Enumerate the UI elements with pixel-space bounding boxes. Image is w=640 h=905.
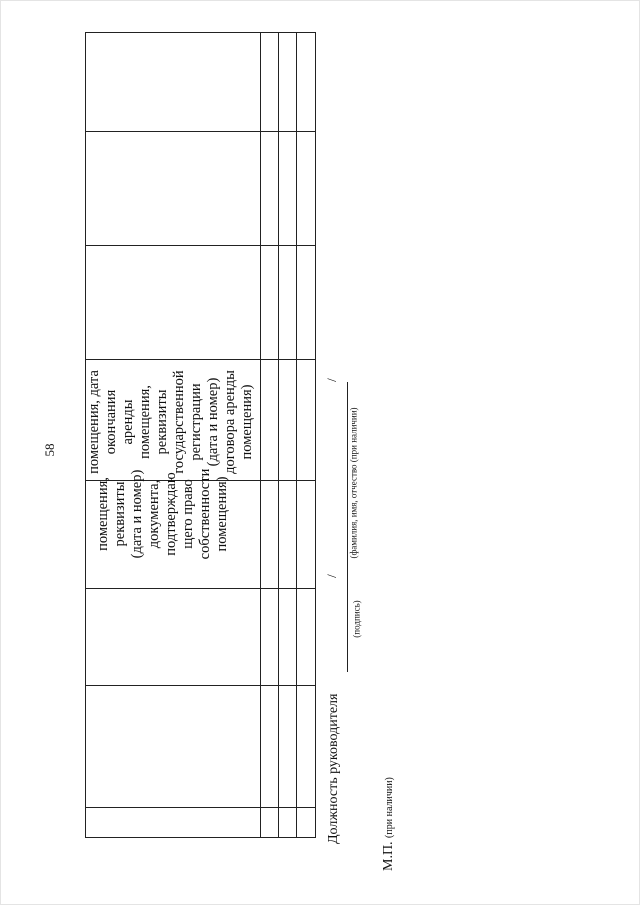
- table-col-divider: [86, 131, 315, 132]
- slash-1: /: [323, 574, 339, 578]
- table-col-divider: [86, 685, 315, 686]
- header-line: договора аренды: [222, 370, 238, 474]
- header-line: государственной: [171, 370, 187, 474]
- table-row-divider: [260, 33, 261, 837]
- header-line: помещения, дата: [86, 370, 102, 474]
- signature-hint: (подпись): [351, 600, 362, 638]
- slash-2: /: [323, 378, 339, 382]
- data-table: [85, 32, 316, 838]
- header-line: регистрации: [188, 383, 204, 461]
- header-line: помещения): [214, 476, 230, 552]
- position-label: [326, 694, 342, 844]
- name-hint: (фамилия, имя, отчество (при наличии): [348, 407, 359, 559]
- page-number: 58: [42, 443, 57, 457]
- header-line: аренды: [120, 399, 136, 445]
- header-line: щего право: [180, 479, 196, 549]
- header-line: собственности: [197, 468, 213, 560]
- header-line: (дата и номер): [205, 377, 221, 467]
- stamp-hint: (при наличии): [384, 777, 395, 838]
- header-line: подтверждаю: [163, 472, 179, 556]
- table-col-divider: [86, 245, 315, 246]
- header-line: помещения,: [137, 385, 153, 459]
- stamp-text: М.П.: [381, 837, 396, 871]
- header-line: помещения): [239, 384, 255, 460]
- header-line: окончания: [103, 389, 119, 455]
- header-line: (дата и номер): [129, 469, 145, 559]
- table-row-divider: [278, 33, 279, 837]
- header-line: реквизиты: [154, 389, 170, 455]
- header-line: помещения,: [95, 477, 111, 551]
- position-label-text: Должность руководителя: [326, 693, 341, 844]
- header-line: реквизиты: [112, 481, 128, 547]
- stamp-label: [381, 777, 397, 871]
- table-row-divider: [296, 33, 297, 837]
- header-line: документа,: [146, 479, 162, 549]
- table-col-divider: [86, 807, 315, 808]
- header-cell-rent: [86, 335, 256, 509]
